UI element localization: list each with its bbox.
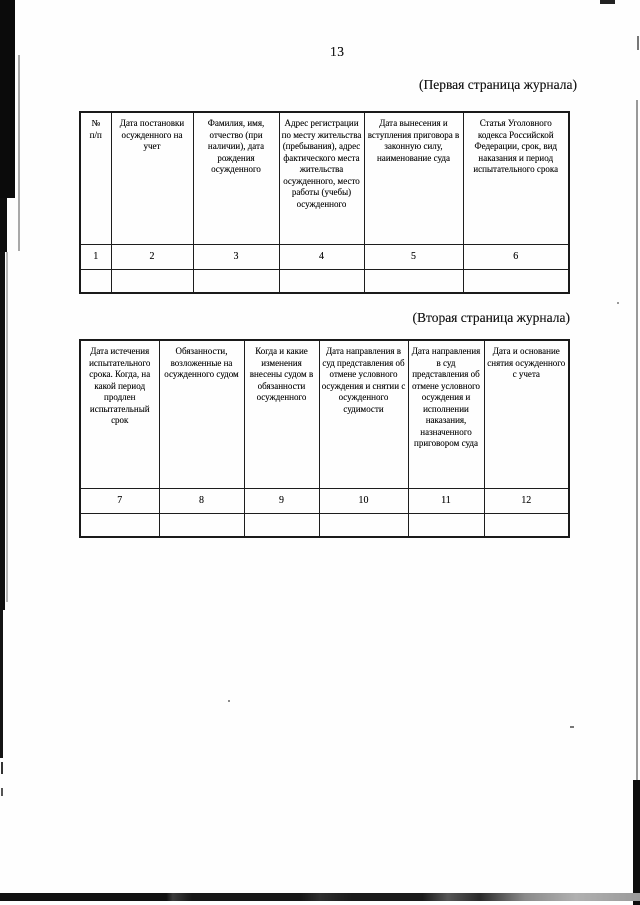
scan-edge-bar-right [633,780,640,905]
scan-mark-top-right [600,0,615,4]
col-number: 7 [80,488,159,513]
scan-edge-bar-left [0,610,3,758]
col-header: Дата направления в суд представления об отмене условного осуждения и снятии с осужденного судимости [319,340,408,488]
empty-cell [279,269,364,293]
empty-entry-row [80,513,569,537]
col-header: Дата вынесения и вступления приговора в законную силу, наименование суда [364,112,463,244]
col-number: 2 [111,244,193,269]
col-header: № п/п [80,112,111,244]
table-header-row [80,112,569,244]
table-header-row [80,340,569,488]
scan-edge-bar-left [0,198,7,252]
empty-cell [463,269,569,293]
empty-cell [80,513,159,537]
scan-mark-right [637,36,639,50]
col-header: Дата направления в суд представления об отмене условного осуждения и исполнении наказания, назначенного приговором суда [408,340,484,488]
empty-cell [484,513,569,537]
scan-edge-bar-left [0,0,15,198]
col-number: 11 [408,488,484,513]
empty-cell [111,269,193,293]
scan-speck [617,302,619,304]
col-header: Адрес регистрации по месту жительства (пребывания), адрес фактического места жительства осужденного, место работы (учебы) осужденного [279,112,364,244]
empty-entry-row [80,269,569,293]
col-number: 12 [484,488,569,513]
scan-edge-dash [1,788,3,796]
col-number: 3 [193,244,279,269]
page-number: 13 [330,44,345,59]
col-number: 8 [159,488,244,513]
scan-edge-dash [1,762,3,774]
section-heading-first-page: (Первая страница журнала) [419,77,577,92]
journal-table-first-page [79,111,570,294]
empty-cell [193,269,279,293]
scan-edge-bar-bottom [0,893,640,901]
scan-edge-line-left [18,55,20,251]
col-header: Когда и какие изменения внесены судом в обязанности осужденного [244,340,319,488]
empty-cell [408,513,484,537]
col-number: 1 [80,244,111,269]
col-number: 10 [319,488,408,513]
empty-cell [80,269,111,293]
col-number: 9 [244,488,319,513]
column-number-row [80,244,569,269]
col-number: 6 [463,244,569,269]
col-number: 5 [364,244,463,269]
empty-cell [319,513,408,537]
col-header: Обязанности, возложенные на осужденного судом [159,340,244,488]
empty-cell [364,269,463,293]
section-heading-second-page: (Вторая страница журнала) [412,310,570,325]
column-number-row [80,488,569,513]
scan-edge-line-left [6,252,8,602]
col-header: Дата и основание снятия осужденного с учета [484,340,569,488]
journal-table-second-page [79,339,570,538]
col-header: Дата истечения испытательного срока. Когда, на какой период продлен испытательный срок [80,340,159,488]
scan-speck [228,700,230,702]
scan-edge-line-right [636,100,638,782]
scan-edge-bar-left [0,252,5,610]
scan-speck [570,726,574,728]
empty-cell [244,513,319,537]
col-header: Статья Уголовного кодекса Российской Федерации, срок, вид наказания и период испытательного срока [463,112,569,244]
col-header: Фамилия, имя, отчество (при наличии), дата рождения осужденного [193,112,279,244]
col-number: 4 [279,244,364,269]
empty-cell [159,513,244,537]
col-header: Дата постановки осужденного на учет [111,112,193,244]
